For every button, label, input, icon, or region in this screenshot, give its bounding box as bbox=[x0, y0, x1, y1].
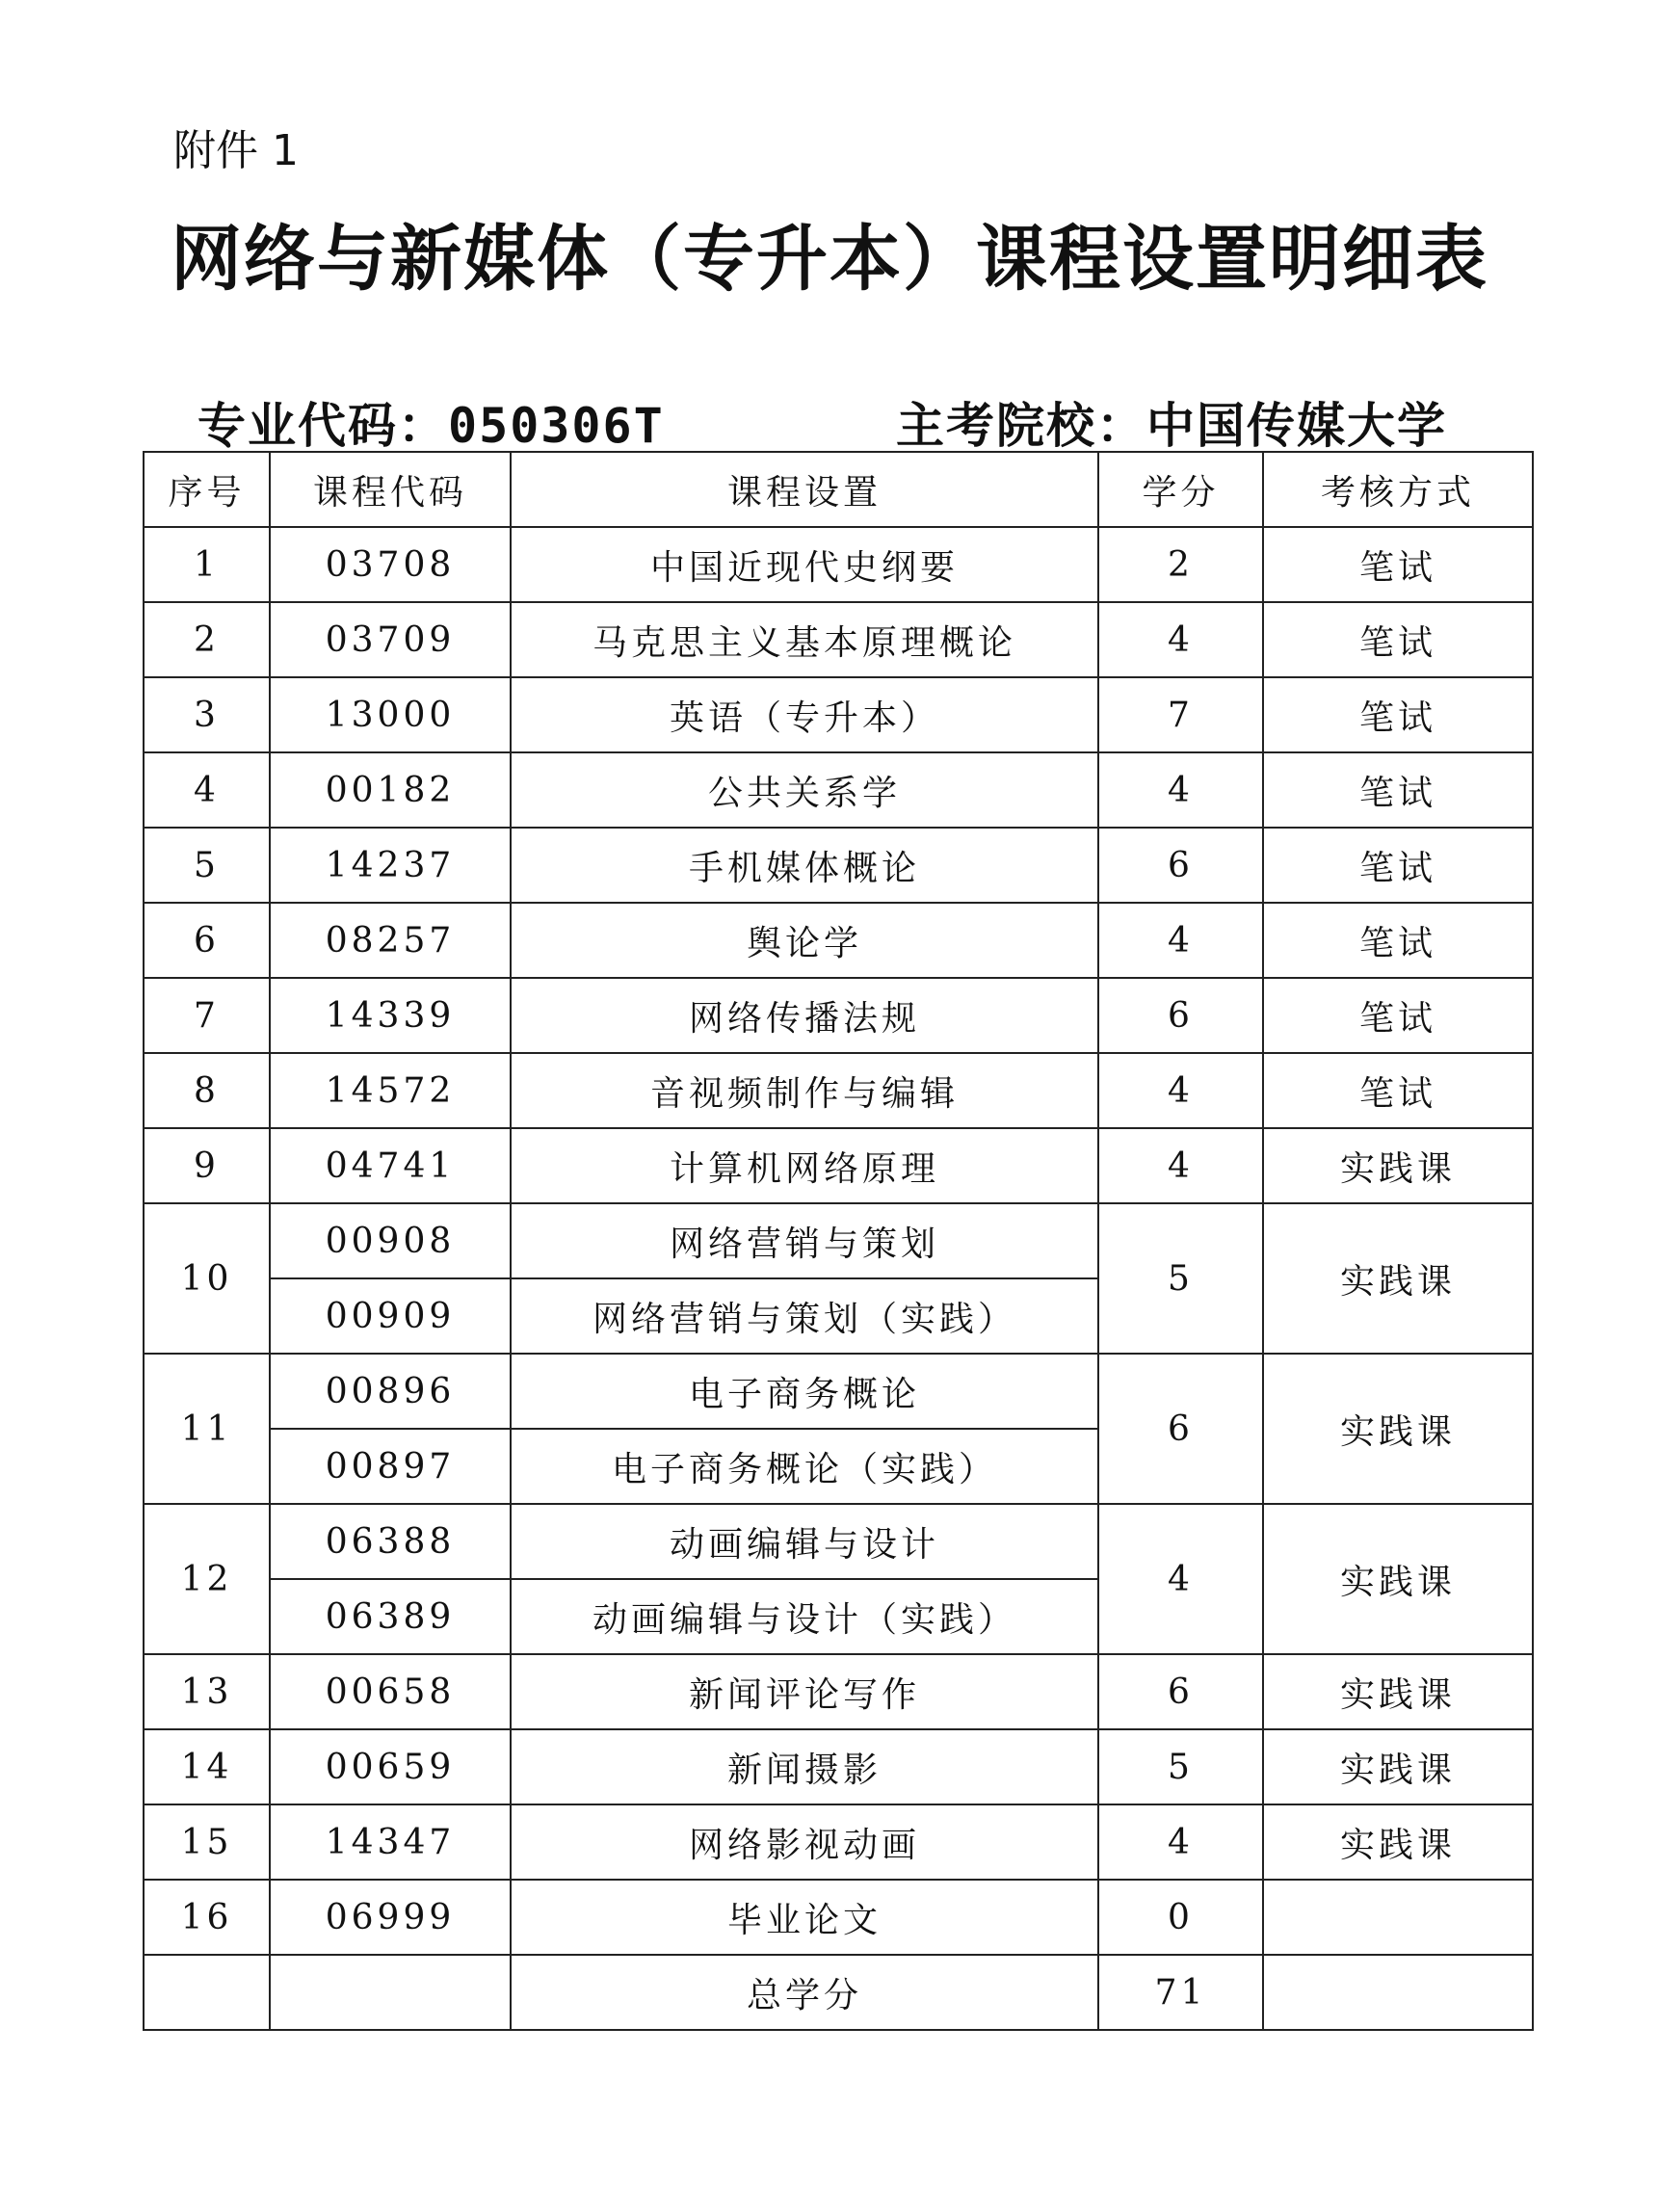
row-course-code: 03708 bbox=[270, 527, 511, 602]
row-course-name: 公共关系学 bbox=[511, 752, 1098, 828]
row-course-name: 电子商务概论 bbox=[511, 1354, 1098, 1429]
table-row bbox=[144, 602, 1533, 677]
row-course-name: 网络营销与策划（实践） bbox=[511, 1278, 1098, 1354]
table-header-row bbox=[144, 452, 1533, 527]
row-exam: 实践课 bbox=[1263, 1729, 1533, 1804]
row-course-name: 电子商务概论（实践） bbox=[511, 1429, 1098, 1504]
table-row bbox=[144, 1729, 1533, 1804]
row-credit: 4 bbox=[1098, 602, 1263, 677]
row-exam: 实践课 bbox=[1263, 1128, 1533, 1203]
header-credit: 学分 bbox=[1098, 452, 1263, 527]
row-course-name: 舆论学 bbox=[511, 903, 1098, 978]
row-seq: 2 bbox=[144, 602, 270, 677]
row-seq: 6 bbox=[144, 903, 270, 978]
row-exam bbox=[1263, 1880, 1533, 1955]
row-course-name: 动画编辑与设计（实践） bbox=[511, 1579, 1098, 1654]
table-row bbox=[144, 1053, 1533, 1128]
row-course-code: 14237 bbox=[270, 828, 511, 903]
row-exam: 笔试 bbox=[1263, 978, 1533, 1053]
table-row bbox=[144, 1203, 1533, 1278]
row-exam: 实践课 bbox=[1263, 1804, 1533, 1880]
row-credit: 6 bbox=[1098, 828, 1263, 903]
total-label: 总学分 bbox=[511, 1955, 1098, 2030]
table-row bbox=[144, 1354, 1533, 1429]
table-row bbox=[144, 828, 1533, 903]
row-course-code: 00908 bbox=[270, 1203, 511, 1278]
row-credit: 4 bbox=[1098, 752, 1263, 828]
school-label: 主考院校： bbox=[896, 398, 1146, 454]
row-exam: 实践课 bbox=[1263, 1654, 1533, 1729]
row-course-code: 00659 bbox=[270, 1729, 511, 1804]
row-seq: 9 bbox=[144, 1128, 270, 1203]
total-credit: 71 bbox=[1098, 1955, 1263, 2030]
row-exam: 笔试 bbox=[1263, 602, 1533, 677]
row-seq: 1 bbox=[144, 527, 270, 602]
row-seq: 3 bbox=[144, 677, 270, 752]
row-course-code: 06999 bbox=[270, 1880, 511, 1955]
row-course-name: 新闻评论写作 bbox=[511, 1654, 1098, 1729]
row-seq: 15 bbox=[144, 1804, 270, 1880]
row-course-name: 网络传播法规 bbox=[511, 978, 1098, 1053]
row-course-code: 13000 bbox=[270, 677, 511, 752]
row-credit: 0 bbox=[1098, 1880, 1263, 1955]
header-name: 课程设置 bbox=[511, 452, 1098, 527]
table-row bbox=[144, 527, 1533, 602]
row-credit: 6 bbox=[1098, 1654, 1263, 1729]
table-row bbox=[144, 1880, 1533, 1955]
row-credit: 4 bbox=[1098, 1504, 1263, 1654]
row-course-name: 网络影视动画 bbox=[511, 1804, 1098, 1880]
row-course-name: 中国近现代史纲要 bbox=[511, 527, 1098, 602]
page-title: 网络与新媒体（专升本）课程设置明细表 bbox=[171, 218, 1488, 301]
row-seq: 12 bbox=[144, 1504, 270, 1654]
row-course-name: 新闻摄影 bbox=[511, 1729, 1098, 1804]
row-course-name: 毕业论文 bbox=[511, 1880, 1098, 1955]
row-seq: 8 bbox=[144, 1053, 270, 1128]
row-exam: 笔试 bbox=[1263, 828, 1533, 903]
row-course-code: 00658 bbox=[270, 1654, 511, 1729]
row-course-code: 08257 bbox=[270, 903, 511, 978]
row-seq: 14 bbox=[144, 1729, 270, 1804]
row-seq: 10 bbox=[144, 1203, 270, 1354]
row-seq: 4 bbox=[144, 752, 270, 828]
total-seq-cell bbox=[144, 1955, 270, 2030]
row-course-name: 马克思主义基本原理概论 bbox=[511, 602, 1098, 677]
row-exam: 笔试 bbox=[1263, 527, 1533, 602]
row-seq: 7 bbox=[144, 978, 270, 1053]
row-course-name: 网络营销与策划 bbox=[511, 1203, 1098, 1278]
major-code-label: 专业代码： bbox=[198, 398, 448, 454]
major-code-line bbox=[198, 387, 665, 457]
row-course-name: 手机媒体概论 bbox=[511, 828, 1098, 903]
row-course-code: 00897 bbox=[270, 1429, 511, 1504]
row-credit: 4 bbox=[1098, 1804, 1263, 1880]
table-row bbox=[144, 1504, 1533, 1579]
row-exam: 笔试 bbox=[1263, 903, 1533, 978]
row-credit: 7 bbox=[1098, 677, 1263, 752]
table-row bbox=[144, 752, 1533, 828]
row-credit: 5 bbox=[1098, 1203, 1263, 1354]
header-exam: 考核方式 bbox=[1263, 452, 1533, 527]
row-course-code: 03709 bbox=[270, 602, 511, 677]
row-credit: 6 bbox=[1098, 978, 1263, 1053]
row-exam: 实践课 bbox=[1263, 1354, 1533, 1504]
table-row bbox=[144, 1804, 1533, 1880]
row-exam: 笔试 bbox=[1263, 1053, 1533, 1128]
row-seq: 11 bbox=[144, 1354, 270, 1504]
row-credit: 2 bbox=[1098, 527, 1263, 602]
row-course-code: 06389 bbox=[270, 1579, 511, 1654]
major-code-value: 050306T bbox=[448, 398, 665, 454]
course-table bbox=[143, 451, 1534, 2031]
row-seq: 16 bbox=[144, 1880, 270, 1955]
header-code: 课程代码 bbox=[270, 452, 511, 527]
row-course-code: 00909 bbox=[270, 1278, 511, 1354]
total-code-cell bbox=[270, 1955, 511, 2030]
row-credit: 5 bbox=[1098, 1729, 1263, 1804]
row-course-code: 14347 bbox=[270, 1804, 511, 1880]
row-course-code: 06388 bbox=[270, 1504, 511, 1579]
table-row bbox=[144, 978, 1533, 1053]
table-row bbox=[144, 677, 1533, 752]
row-credit: 4 bbox=[1098, 903, 1263, 978]
row-credit: 4 bbox=[1098, 1053, 1263, 1128]
row-course-name: 英语（专升本） bbox=[511, 677, 1098, 752]
row-course-code: 14572 bbox=[270, 1053, 511, 1128]
row-course-code: 00182 bbox=[270, 752, 511, 828]
row-seq: 5 bbox=[144, 828, 270, 903]
row-exam: 实践课 bbox=[1263, 1504, 1533, 1654]
row-course-name: 动画编辑与设计 bbox=[511, 1504, 1098, 1579]
row-exam: 笔试 bbox=[1263, 752, 1533, 828]
row-course-code: 14339 bbox=[270, 978, 511, 1053]
school-value: 中国传媒大学 bbox=[1146, 398, 1447, 454]
row-course-name: 音视频制作与编辑 bbox=[511, 1053, 1098, 1128]
total-row bbox=[144, 1955, 1533, 2030]
table-row bbox=[144, 1128, 1533, 1203]
table-row bbox=[144, 903, 1533, 978]
row-credit: 6 bbox=[1098, 1354, 1263, 1504]
table-body bbox=[144, 527, 1533, 1955]
total-exam-cell bbox=[1263, 1955, 1533, 2030]
row-exam: 笔试 bbox=[1263, 677, 1533, 752]
school-line bbox=[896, 387, 1447, 457]
header-seq: 序号 bbox=[144, 452, 270, 527]
row-course-name: 计算机网络原理 bbox=[511, 1128, 1098, 1203]
row-seq: 13 bbox=[144, 1654, 270, 1729]
row-exam: 实践课 bbox=[1263, 1203, 1533, 1354]
row-course-code: 00896 bbox=[270, 1354, 511, 1429]
attachment-label: 附件 1 bbox=[173, 126, 299, 175]
row-credit: 4 bbox=[1098, 1128, 1263, 1203]
table-row bbox=[144, 1654, 1533, 1729]
row-course-code: 04741 bbox=[270, 1128, 511, 1203]
